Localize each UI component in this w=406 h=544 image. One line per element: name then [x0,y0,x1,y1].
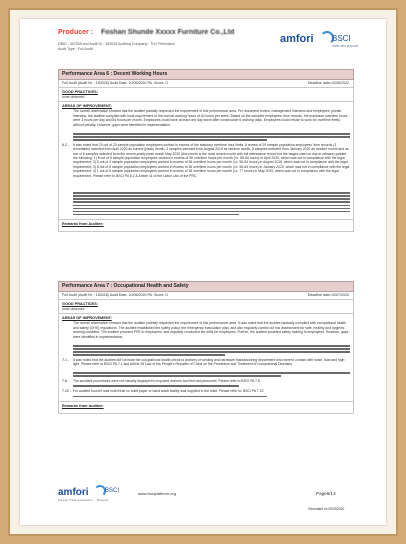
audit-info: Full Audit (Audit Nr. : 183028) Audit Date: 10/06/2020 PA. Score: D [62,293,169,297]
good-practices-text: none observed [62,307,85,311]
generated-stamp: Generated on 09/09/2020 [308,507,345,511]
page-footer [20,481,386,525]
finding-text: It was noted that the auditee did't provide the occupational health check to workers of welding and hardware manufacturing department who weren't contact with noise, dust and high light. Please refer to BSCI PA 7.1 and Article 35 Law of the People's Republic of China on the Prevention and Treatment of Occupational Diseases. [73,357,345,367]
chinese-translation [62,133,350,141]
finding-number: 7.8 - [62,378,70,383]
audit-meta-line: DBID : 367838 and Audit ID : 183028 Auditing Company : TUV Rheinland [58,42,175,46]
page-header [20,19,386,67]
deadline-date: Deadline date:10/07/2020 [307,293,349,297]
section-title: Performance Area 6 : Decent Working Hours [58,69,354,80]
remarks-from-auditee: Remarks from Auditee: [58,220,354,232]
finding-text: The accident procedures were not visually displayed to exposed workers and first-aid personnel. Please refer to BSCI PA 7.8 [73,378,260,383]
improvement-label: AREAS OF IMPROVEMENT: [62,316,112,321]
finding-number: 7.22 - [62,389,72,394]
footer-logo-bsci: BSCI [105,488,120,494]
finding-number: 6.2 - [62,142,70,147]
improvement-label: AREAS OF IMPROVEMENT: [62,104,112,109]
chinese-translation [73,372,350,377]
good-practices-label: GOOD PRACTICES: [62,302,98,306]
footer-address: Foreign Trade Association ... Brussels [58,498,109,502]
amfori-bsci-logo [280,33,370,49]
improvement-intro: The overall observation showed that the auditee partially respected the requirement of this performance area. It was noted that the auditee basically complied with occupational health and safety (OHS) regulations. The auditee established the safety policy, the emergency evacuation plan, and also regularly carried out risk assessment for safe, healthy and hygienic working condition. The auditee provided PPE to employees, and regularly conducted fire drills for employees. Further, the auditee provided safety training to employees. However, gaps were identified in implementation. [73,321,349,339]
section-subheader [58,292,354,300]
chinese-translation [73,192,350,215]
finding-item [62,143,350,216]
good-practices-label: GOOD PRACTICES: [62,90,98,94]
improvement-intro: The overall observation showed that the auditee partially respected the requirement of this performance area. Per document review, management interview and employees' private interview, the auditee complied with local requirement of the normal working hours of 40 hours per week. Based on the sampled employees' time records, the maximum overtime hours were 3 hours per day and 84 hours per month. Employees could have at least one day leave after consecutive 6 working days. Employees could refuse to work for overtime freely, without penalty. However, gaps were identified in implementation. [73,109,348,127]
improvement-box [58,102,354,220]
footer-url: www.bsciplatform.org [138,491,177,496]
chinese-translation [62,345,350,356]
finding-text: For auditee found it was noted that no toilet paper or hand wash facility was supplied in the toilet. Please refer to: BSCI PA 7.22 [73,389,264,394]
audit-info: Full Audit (Audit Nr. : 183028) Audit Date: 10/06/2020 PA. Score: D [62,81,169,85]
finding-item [62,389,350,397]
good-practices-text: none observed [62,95,85,99]
section-title: Performance Area 7 : Occupational Health and Safety [58,281,354,292]
document-page [20,19,386,525]
remarks-from-auditee: Remarks from Auditee: [58,402,354,414]
good-practices-box [58,88,354,102]
improvement-box [58,314,354,401]
finding-item [62,358,350,377]
finding-text: It was noted that 20 out of 20 sample population employees worked in excess of the statutory overtime hour limits. A review of 20 sample population employees' time records (3 recordable) selected from April 2020 as current (peak) month, 3 samples selected from August 2019 as random month, 8 samples selected from January 2020 as random month and as low of 8 samples selected from the recent yearly peak month May 2020 (this month is the most recent month with full attendance record but the wages was not due to release) yielded the following: 1) 8 out of 8 sample population employees worked in excess of 36 overtime hours per month (i.e. 58-84 hours) in April 2020, which was not in compliance with the legal requirement; 2) 3 out of 3 sample population employees worked in excess of 36 overtime hours per month (i.e. 56-84 hours) in August 2019, which was not in compliance with the legal requirement; 3) 8 out of 8 sample population employees worked in excess of 36 overtime hours per month (i.e. 58-84 hours) in January 2020, which was not in compliance with the legal requirement; 4) 1 out of 8 sample population employees worked in excess of 36 overtime hours per month (i.e. 77 hours) in May 2020, which was not in compliance with the legal requirement. Please refer to BSCI PA 6.2 & Article 41 of the Labor Law of the PRC. [73,142,350,178]
audit-type-line: Audit Type : Full Audit [58,47,93,51]
finding-item [62,379,350,387]
deadline-date: Deadline date:10/06/2022 [307,81,349,85]
logo-tagline: trade with purpose [332,44,359,48]
producer-row [58,29,234,37]
producer-label: Producer : [58,29,94,36]
finding-number: 7.1 - [62,357,70,362]
chinese-translation [73,385,350,387]
good-practices-box [58,300,354,314]
page-number: Page6/13 [316,491,336,496]
performance-area-7 [58,281,354,414]
chinese-translation [73,396,350,398]
performance-area-6 [58,69,354,232]
section-subheader [58,80,354,88]
producer-name: Foshan Shunde Xxxxx Furniture Co.,Ltd [100,29,235,36]
logo-word: amfori [280,33,314,45]
logo-bsci: BSCI [332,34,351,43]
footer-logo-word: amfori [58,487,89,498]
